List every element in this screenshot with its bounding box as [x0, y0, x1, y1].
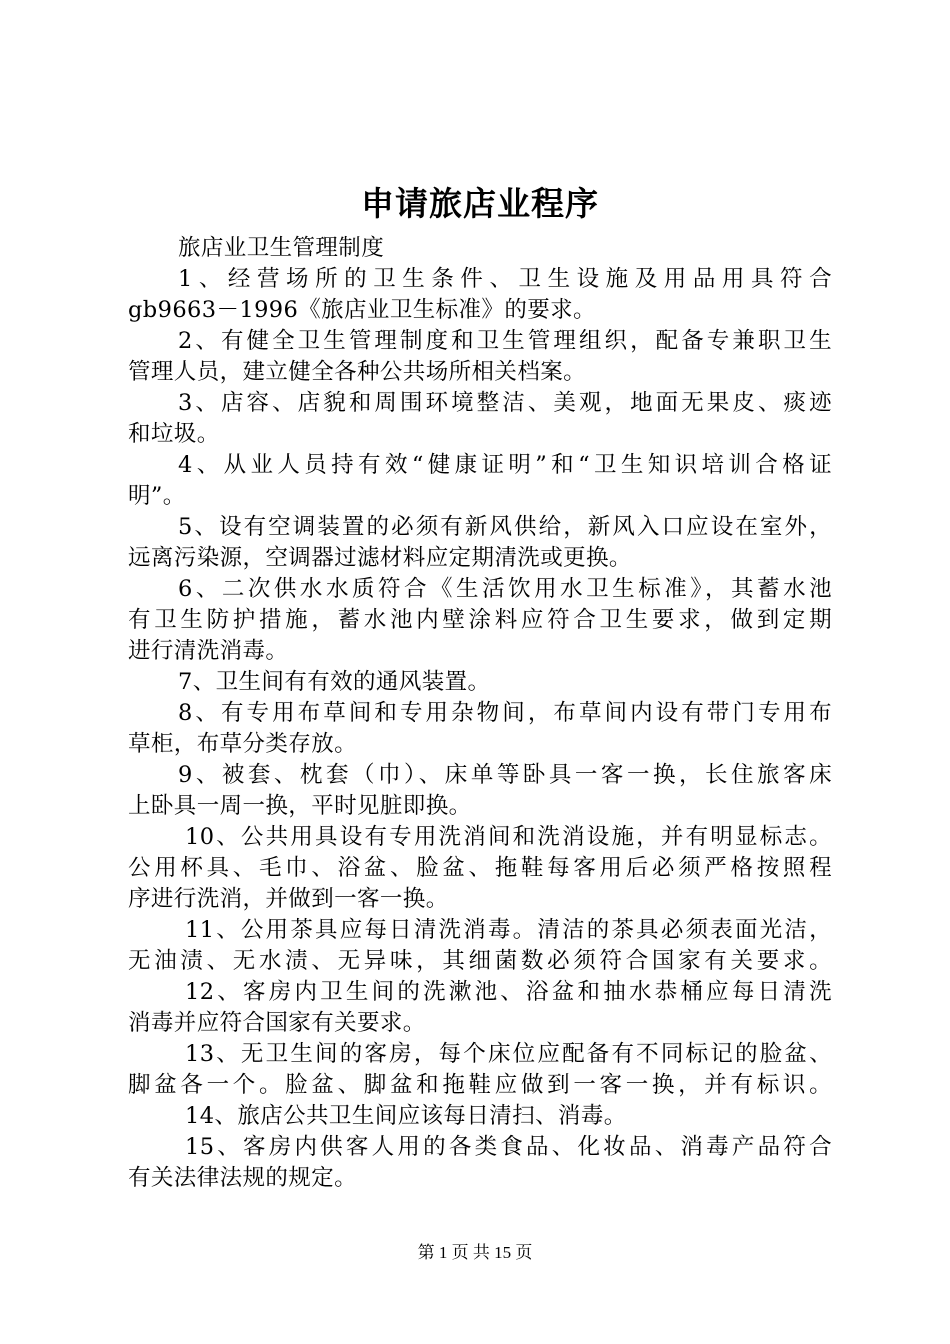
page-footer: 第 1 页 共 15 页: [417, 1243, 533, 1262]
body-line: 12、客房内卫生间的洗漱池、浴盆和抽水恭桶应每日清洗: [185, 979, 832, 1005]
document-title: 申请旅店业程序: [361, 184, 599, 223]
body-line: 4、从业人员持有效“健康证明”和“卫生知识培训合格证: [178, 452, 832, 478]
body-line: 公用杯具、毛巾、浴盆、脸盆、拖鞋每客用后必须严格按照程: [128, 855, 832, 881]
body-line: 草柜，布草分类存放。: [128, 731, 358, 757]
body-line: 2、有健全卫生管理制度和卫生管理组织，配备专兼职卫生: [178, 328, 832, 354]
body-line: 9、被套、枕套（巾）、床单等卧具一客一换，长住旅客床: [178, 762, 832, 788]
body-line: 11、公用茶具应每日清洗消毒。清洁的茶具必须表面光洁，: [185, 917, 832, 943]
body-line: 消毒并应符合国家有关要求。: [128, 1010, 426, 1036]
body-line: 进行清洗消毒。: [128, 638, 289, 664]
body-line: 3、店容、店貌和周围环境整洁、美观，地面无果皮、痰迹: [178, 390, 832, 416]
body-line: 13、无卫生间的客房，每个床位应配备有不同标记的脸盆、: [185, 1041, 832, 1067]
body-line: 7、卫生间有有效的通风装置。: [178, 669, 491, 695]
body-line: 15、客房内供客人用的各类食品、化妆品、消毒产品符合: [185, 1134, 832, 1160]
body-line: 1、经营场所的卫生条件、卫生设施及用品用具符合: [178, 266, 832, 292]
body-line: 有关法律法规的规定。: [128, 1165, 358, 1191]
body-line: 5、设有空调装置的必须有新风供给，新风入口应设在室外，: [178, 514, 832, 540]
body-line: 8、有专用布草间和专用杂物间，布草间内设有带门专用布: [178, 700, 832, 726]
body-line: 管理人员，建立健全各种公共场所相关档案。: [128, 359, 587, 385]
body-line: 6、二次供水水质符合《生活饮用水卫生标准》，其蓄水池: [178, 576, 832, 602]
body-line: 无油渍、无水渍、无异味，其细菌数必须符合国家有关要求。: [128, 948, 832, 974]
body-line: 脚盆各一个。脸盆、脚盆和拖鞋应做到一客一换，并有标识。: [128, 1072, 832, 1098]
section-heading: 旅店业卫生管理制度: [178, 235, 385, 261]
body-line: 远离污染源，空调器过滤材料应定期清洗或更换。: [128, 545, 632, 571]
document-body: [128, 233, 832, 1194]
body-line: 有卫生防护措施，蓄水池内壁涂料应符合卫生要求，做到定期: [128, 607, 832, 633]
body-line: gb9663－1996《旅店业卫生标准》的要求。: [128, 297, 596, 323]
body-line: 14、旅店公共卫生间应该每日清扫、消毒。: [185, 1103, 627, 1129]
body-line: 10、公共用具设有专用洗消间和洗消设施，并有明显标志。: [185, 824, 832, 850]
body-line: 序进行洗消，并做到一客一换。: [128, 886, 449, 912]
body-line: 和垃圾。: [128, 421, 220, 447]
body-line: 明”。: [128, 483, 186, 509]
body-line: 上卧具一周一换，平时见脏即换。: [128, 793, 472, 819]
